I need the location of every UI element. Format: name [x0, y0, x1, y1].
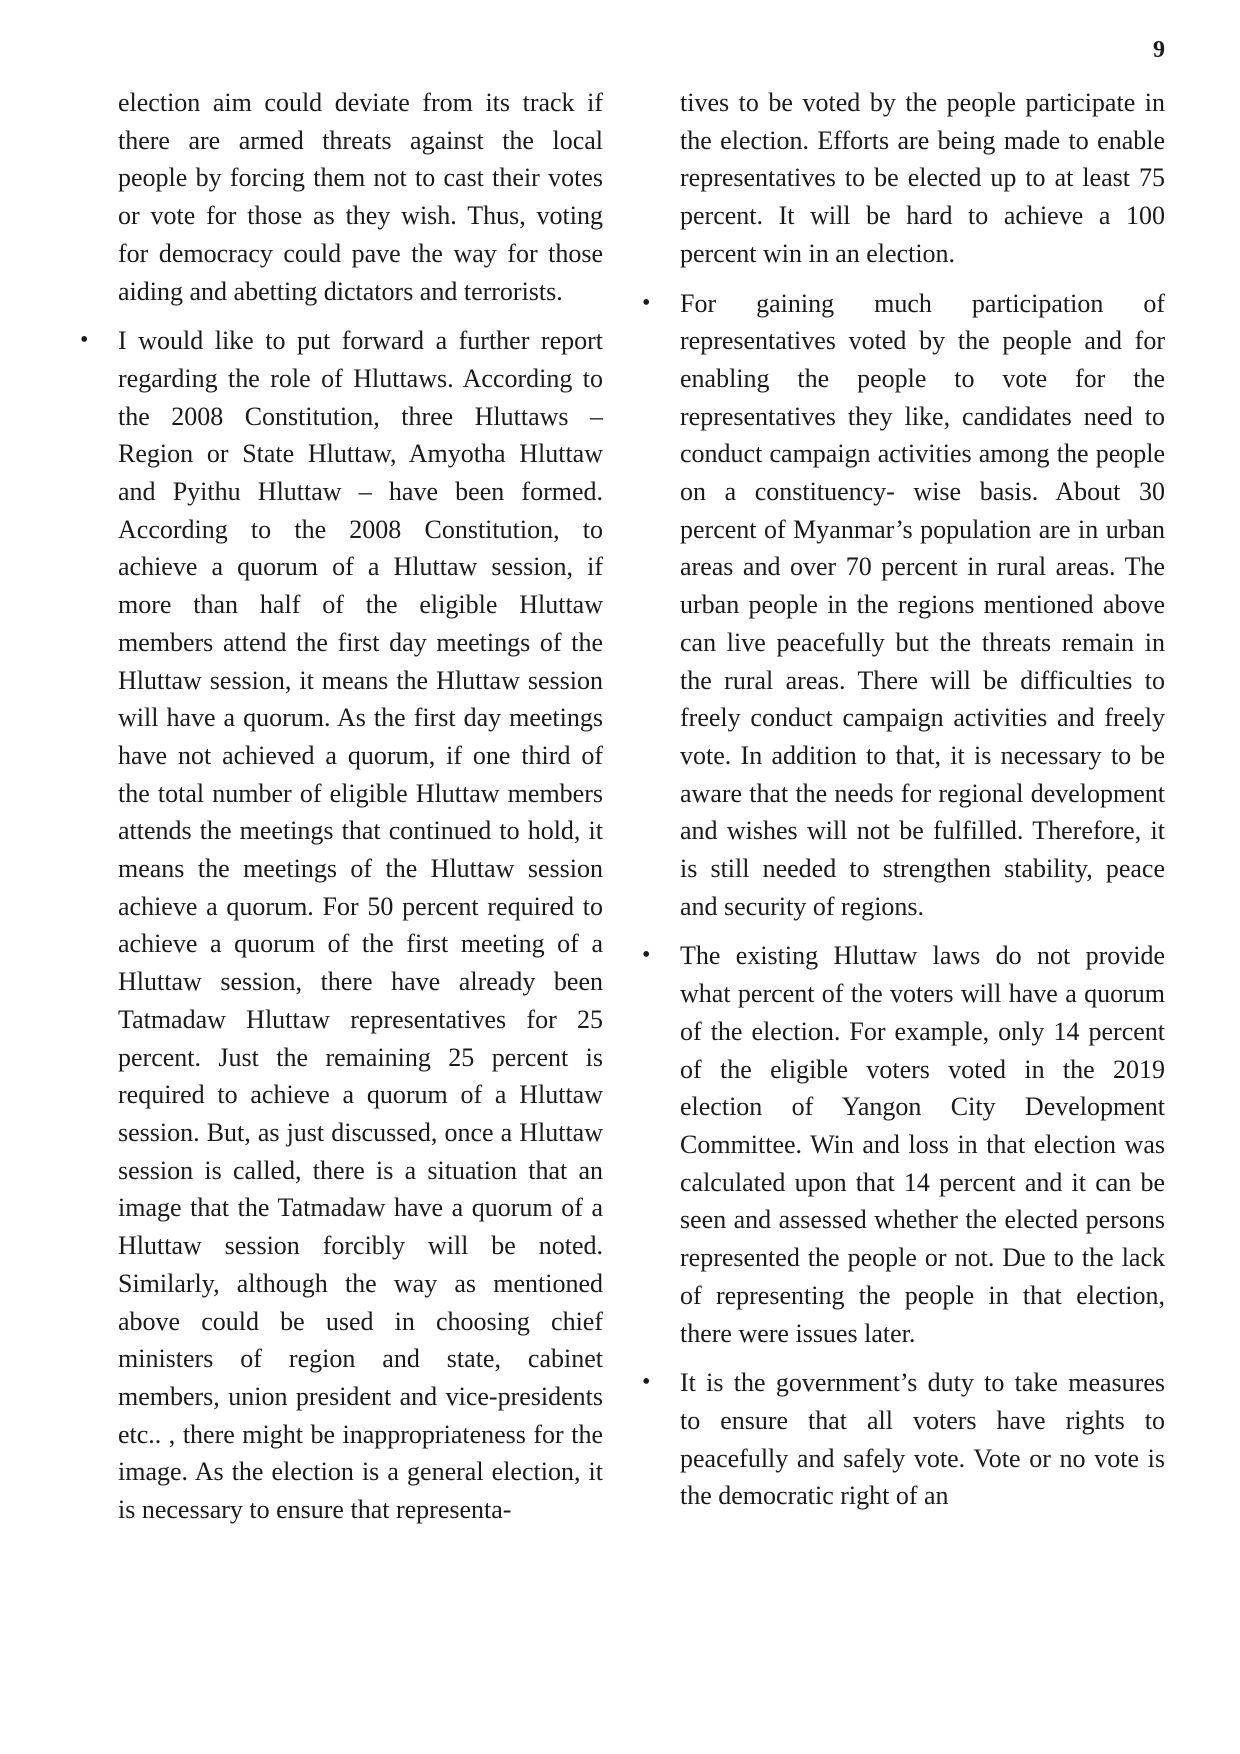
left-column	[118, 84, 603, 1529]
paragraph: election aim could deviate from its track if there are armed threats against the local people by forcing them not to cast their votes or vote for those as they wish. Thus, voting for democracy could pave the way for those aiding and abetting dictators and terrorists.	[118, 88, 603, 306]
bullet-paragraph: • I would like to put forward a further report regarding the role of Hluttaws. According to the 2008 Constitution, three Hluttaws – Region or State Hluttaw, Amyotha Hluttaw and Pyithu Hluttaw – have been formed. According to the 2008 Constitution, to achieve a quorum of a Hluttaw session, if more than half of the eligible Hluttaw members attend the first day meetings of the Hluttaw session, it means the Hluttaw session will have a quorum. As the first day meetings have not achieved a quorum, if one third of the total number of eligible Hluttaw members attends the meetings that continued to hold, it means the meetings of the Hluttaw session achieve a quorum. For 50 percent required to achieve a quorum of the first meeting of a Hluttaw session, there have already been Tatmadaw Hluttaw representatives for 25 percent. Just the remaining 25 percent is required to achieve a quorum of a Hluttaw session. But, as just discussed, once a Hluttaw session is called, there is a situation that an image that the Tatmadaw have a quorum of a Hluttaw session forcibly will be noted. Similarly, although the way as mentioned above could be used in choosing chief ministers of region and state, cabinet members, union president and vice-presidents etc.. , there might be inappropriateness for the image. As the election is a general election, it is necessary to ensure that representa-	[118, 322, 603, 1529]
bullet-paragraph: • It is the government’s duty to take measures to ensure that all voters have rights to peacefully and safely vote. Vote or no vote is the democratic right of an	[680, 1364, 1165, 1515]
paragraph: tives to be voted by the people participate in the election. Efforts are being made to enable representatives to be elected up to at least 75 percent. It will be hard to achieve a 100 percent win in an election.	[680, 88, 1165, 268]
bullet-paragraph: • For gaining much participation of representatives voted by the people and for enabling the people to vote for the representatives they like, candidates need to conduct campaign activities among the people on a constituency- wise basis. About 30 percent of Myanmar’s population are in urban areas and over 70 percent in rural areas. The urban people in the regions mentioned above can live peacefully but the threats remain in the rural areas. There will be difficulties to freely conduct campaign activities and freely vote. In addition to that, it is necessary to be aware that the needs for regional development and wishes will not be fulfilled. Therefore, it is still needed to strengthen stability, peace and security of regions.	[680, 285, 1165, 926]
bullet-paragraph: • The existing Hluttaw laws do not provide what percent of the voters will have a quorum of the election. For example, only 14 percent of the eligible voters voted in the 2019 election of Yangon City Development Committee. Win and loss in that election was calculated upon that 14 percent and it can be seen and assessed whether the elected persons represented the people or not. Due to the lack of representing the people in that election, there were issues later.	[680, 937, 1165, 1352]
page-number: 9	[1153, 37, 1165, 63]
right-column	[680, 84, 1165, 1515]
